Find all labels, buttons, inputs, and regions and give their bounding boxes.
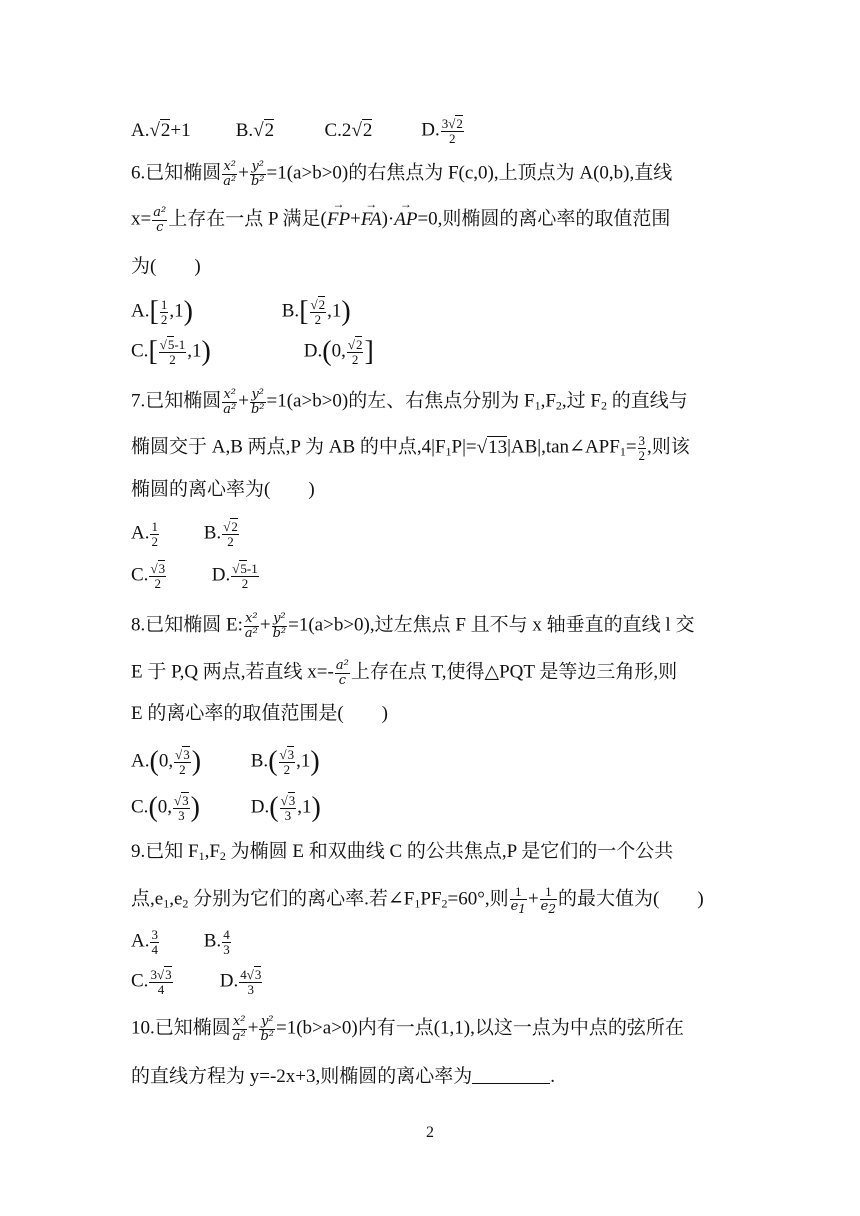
q8-options-cd [131,794,321,822]
q8-line-1: 8.已知椭圆 E: $\frac{\text{x²}}{\text{a²}}$ + $\frac{\text{y²}}{\text{b²}}$ =1(a>b>0),过左焦点 F 且不与 x 轴垂直的直线 l 交 [131,611,695,641]
q7-option-b: B. $\frac{√2}{2}$ [203,519,238,549]
q8-option-a: A.(0, $\frac{√3}{2}$ ) [131,746,202,778]
q9-option-a: A. $\frac{3}{4}$ [131,927,158,957]
q7-line-1: 7.已知椭圆 $\frac{\text{x²}}{\text{a²}}$ + $\frac{\text{y²}}{\text{b²}}$ =1(a>b>0)的左、右焦点分别为 $F_1,F_2$,过 $F_2$ 的直线与 [131,387,688,417]
q6-line-2: x= $\frac{\text{a²}}{c}$ 上存在一点 P 满足(→ FP+→ FA)·→ AP=0,则椭圆的离心率的取值范围 [131,206,670,234]
q8-options-ab [131,748,320,776]
q6-line-1: 6.已知椭圆 $\frac{\text{x²}}{\text{a²}}$ + $\frac{\text{y²}}{\text{b²}}$ =1(a>b>0)的右焦点为 F(c,0),上顶点为 A(0,b),直线 [131,159,673,189]
q7-option-c: C. $\frac{√3}{2}$ [131,561,166,591]
q8-option-b: B.( $\frac{√3}{2}$ ,1) [250,746,320,778]
q8-line-3: E 的离心率的取值范围是( ) [131,703,389,724]
q9-option-c: C. $\frac{3√3}{4}$ [131,967,172,997]
q8-option-c: C.(0, $\frac{√3}{3}$ ) [131,792,200,824]
q5-option-a: A.√2+1 [131,119,191,141]
q9-line-1: 9.已知 $F_1,F_2$ 为椭圆 E 和双曲线 C 的公共焦点,P 是它们的一个公共 [131,841,674,863]
q7-option-d: D. $\frac{√5-1}{2}$ [211,561,258,591]
q5-options [131,117,465,145]
q6-option-b: B.[ $\frac{√2}{2}$ ,1) [281,296,351,328]
answer-blank [472,1065,550,1084]
q7-option-a: A. $\frac{1}{2}$ [131,519,158,549]
page-number: 2 [426,1124,434,1141]
q6-options-ab [131,298,351,326]
q9-option-b: B. $\frac{4}{3}$ [203,927,230,957]
q10-line-2: 的直线方程为 y=-2x+3,则椭圆的离心率为 . [131,1066,556,1087]
q6-options-cd [131,338,374,366]
q6-option-c: C.[ $\frac{√5-1}{2}$ ,1) [131,336,211,368]
sqrt-symbol: √2 [149,119,171,141]
q7-line-2: 椭圆交于 A,B 两点,P 为 AB 的中点$,4|F_1P|=√13|AB|,\tan\angle APF_1=$ $\frac{3}{2}$ ,则该 [131,433,690,463]
q10-line-1: 10.已知椭圆 $\frac{\text{x²}}{\text{a²}}$ + $\frac{\text{y²}}{\text{b²}}$ =1(b>a>0)内有一点(1,1),以这一点为中点的弦所在 [131,1014,684,1044]
q8-line-2: E 于 P,Q 两点,若直线 x=- $\frac{\text{a²}}{c}$ 上存在点 T,使得△PQT 是等边三角形,则 [131,658,678,688]
q9-options-ab [131,928,232,956]
q6-line-3: 为( ) [131,256,201,277]
q9-line-2: 点$,e_1,e_2$ 分别为它们的离心率.若$\angle F_1PF_2=60^\circ$,则 $\frac{1}{e_1}$ + $\frac{1}{e_2}$ 的最大值为( ) [131,884,704,916]
q5-option-c: C.2√2 [324,119,373,141]
q5-option-d: D. $\frac{3√2}{2}$ [421,116,463,146]
q8-option-d: D.( $\frac{√3}{3}$ ,1) [250,792,321,824]
q7-options-ab [131,520,240,548]
q5-option-b: B.√2 [235,119,275,141]
q9-options-cd [131,968,263,996]
q6-option-d: D.(0, $\frac{√2}{2}$ ] [303,336,374,368]
q6-option-a: A.[ $\frac{1}{2}$ ,1) [131,296,193,328]
q9-option-d: D. $\frac{4√3}{3}$ [219,967,262,997]
q7-line-3: 椭圆的离心率为( ) [131,479,315,500]
q7-options-cd [131,562,260,590]
